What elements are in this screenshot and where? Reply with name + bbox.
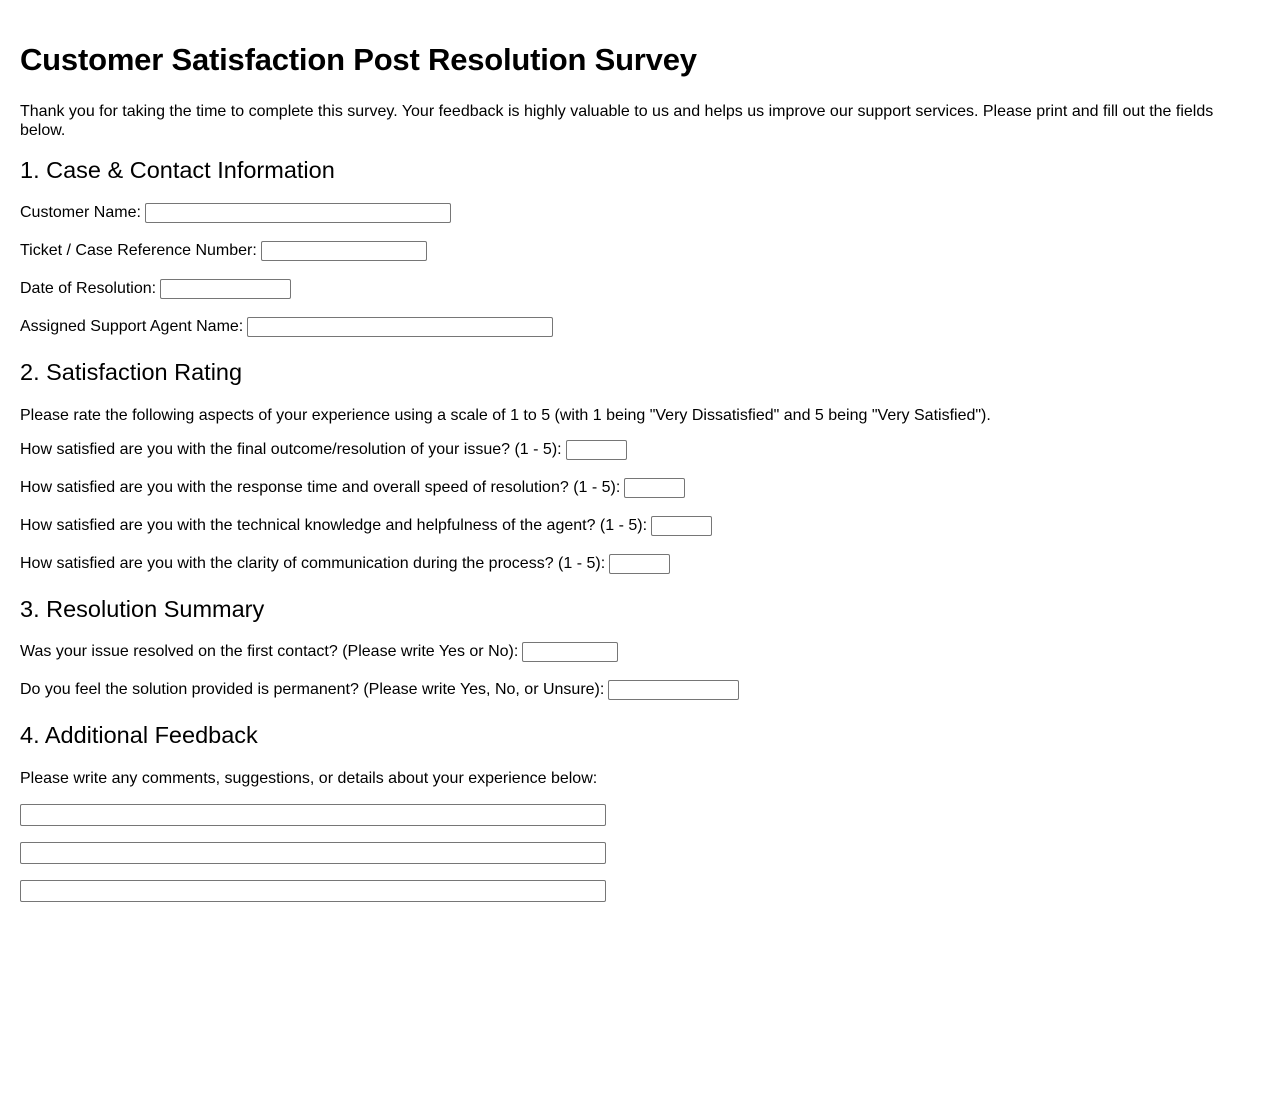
ticket-number-row bbox=[20, 240, 1242, 262]
section-heading-contact-info: 1. Case & Contact Information bbox=[20, 157, 335, 183]
agent-name-label: Assigned Support Agent Name: bbox=[20, 318, 244, 335]
first-contact-label: Was your issue resolved on the first contact? (Please write Yes or No): bbox=[20, 643, 519, 660]
permanent-solution-label: Do you feel the solution provided is permanent? (Please write Yes, No, or Unsure): bbox=[20, 681, 605, 698]
intro-text: Thank you for taking the time to complete this survey. Your feedback is highly valuable to us and helps us improve our support services. Please print and fill out the fields below. bbox=[20, 103, 1214, 139]
rating-knowledge-field[interactable] bbox=[651, 516, 712, 536]
customer-name-label: Customer Name: bbox=[20, 204, 141, 221]
rating-clarity-label: How satisfied are you with the clarity of communication during the process? (1 - 5): bbox=[20, 555, 606, 572]
rating-knowledge-row bbox=[20, 515, 1242, 537]
feedback-line-1[interactable] bbox=[20, 804, 606, 826]
section-heading-resolution-summary: 3. Resolution Summary bbox=[20, 596, 265, 622]
ticket-number-field[interactable] bbox=[261, 241, 427, 261]
resolution-date-label: Date of Resolution: bbox=[20, 280, 157, 297]
rating-speed-label: How satisfied are you with the response time and overall speed of resolution? (1 - 5): bbox=[20, 479, 621, 496]
resolution-date-row bbox=[20, 278, 1242, 300]
agent-name-row bbox=[20, 316, 1242, 338]
section-heading-additional-feedback: 4. Additional Feedback bbox=[20, 722, 258, 748]
rating-instructions: Please rate the following aspects of your experience using a scale of 1 to 5 (with 1 being "Very Dissatisfied" and 5 being "Very Satisfied"). bbox=[20, 407, 991, 424]
agent-name-field[interactable] bbox=[247, 317, 553, 337]
customer-name-row bbox=[20, 202, 1242, 224]
ticket-number-label: Ticket / Case Reference Number: bbox=[20, 242, 257, 259]
rating-outcome-row bbox=[20, 439, 1242, 461]
page-title: Customer Satisfaction Post Resolution Survey bbox=[20, 42, 697, 77]
rating-clarity-field[interactable] bbox=[609, 554, 670, 574]
rating-outcome-field[interactable] bbox=[566, 440, 627, 460]
rating-outcome-label: How satisfied are you with the final outcome/resolution of your issue? (1 - 5): bbox=[20, 441, 562, 458]
rating-knowledge-label: How satisfied are you with the technical knowledge and helpfulness of the agent? (1 - 5): bbox=[20, 517, 648, 534]
section-heading-satisfaction-rating: 2. Satisfaction Rating bbox=[20, 359, 243, 385]
first-contact-row bbox=[20, 641, 1242, 663]
permanent-solution-field[interactable] bbox=[608, 680, 739, 700]
rating-speed-field[interactable] bbox=[624, 478, 685, 498]
resolution-date-field[interactable] bbox=[160, 279, 291, 299]
first-contact-field[interactable] bbox=[522, 642, 618, 662]
rating-speed-row bbox=[20, 477, 1242, 499]
customer-name-field[interactable] bbox=[145, 203, 451, 223]
feedback-instructions: Please write any comments, suggestions, or details about your experience below: bbox=[20, 770, 598, 787]
permanent-solution-row bbox=[20, 679, 1242, 701]
feedback-line-3[interactable] bbox=[20, 880, 606, 902]
feedback-line-2[interactable] bbox=[20, 842, 606, 864]
rating-clarity-row bbox=[20, 553, 1242, 575]
